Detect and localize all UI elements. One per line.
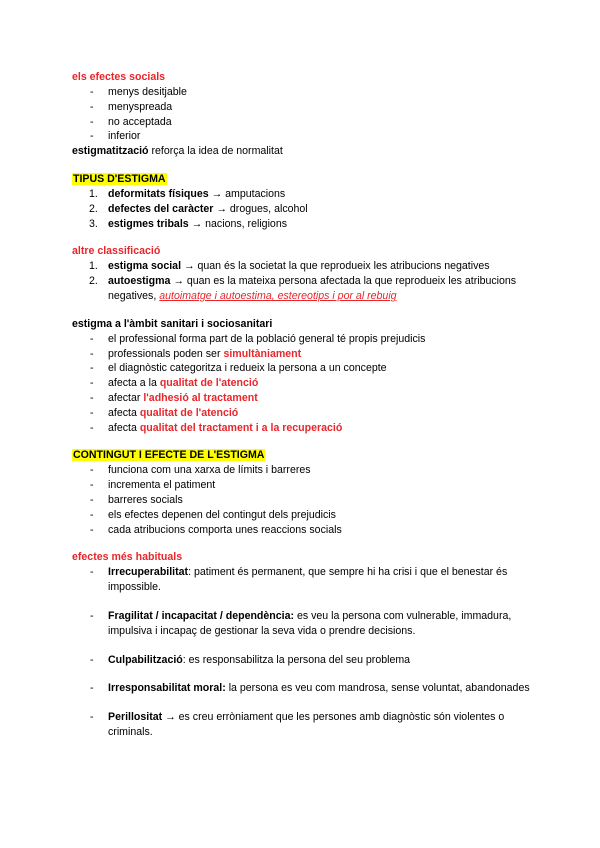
section-heading-stigma-types bbox=[72, 172, 542, 187]
item-red-underlined: autoimatge i autoestima, estereotips i por al rebuig bbox=[159, 289, 397, 302]
item-bold: autoestigma bbox=[108, 275, 171, 288]
list-item: - no acceptada bbox=[72, 115, 542, 130]
item-text: → quan és la societat la que reprodueix les atribucions negatives bbox=[181, 260, 490, 273]
list-item bbox=[72, 391, 542, 406]
item-bold: Culpabilització bbox=[108, 653, 183, 666]
list-item bbox=[72, 217, 542, 232]
list-item bbox=[72, 609, 542, 639]
item-bold: Fragilitat / incapacitat / dependència: bbox=[108, 609, 295, 622]
list-item bbox=[72, 259, 542, 274]
item-number: 2. bbox=[89, 275, 98, 288]
note-text: reforça la idea de normalitat bbox=[148, 145, 283, 158]
item-bold: estigmes tribals bbox=[108, 217, 189, 230]
item-bold: defectes del caràcter bbox=[108, 202, 214, 215]
list-item bbox=[72, 710, 542, 740]
list-item bbox=[72, 274, 542, 304]
item-text: → es creu erròniament que les persones amb diagnòstic són violentes o criminals. bbox=[108, 711, 505, 738]
list-item bbox=[72, 202, 542, 217]
list-item bbox=[72, 347, 542, 362]
item-red: qualitat del tractament i a la recuperació bbox=[139, 421, 343, 434]
list-item: - cada atribucions comporta unes reaccions socials bbox=[72, 523, 542, 538]
item-bold: Irrecuperabilitat bbox=[108, 566, 189, 579]
item-bold: Perillositat bbox=[108, 711, 163, 724]
document-page bbox=[72, 70, 542, 754]
item-bold: estigma social bbox=[108, 260, 182, 273]
list-item bbox=[72, 421, 542, 436]
item-text: afecta bbox=[108, 421, 140, 434]
item-number: 1. bbox=[89, 187, 98, 200]
note-bold: estigmatització bbox=[72, 145, 149, 158]
list-item: - inferior bbox=[72, 129, 542, 144]
item-text: afectar bbox=[108, 391, 144, 404]
highlighted-heading: CONTINGUT I EFECTE DE L'ESTIGMA bbox=[73, 449, 265, 462]
section-heading-social-effects: els efectes socials bbox=[72, 71, 166, 83]
list-item: - incrementa el patiment bbox=[72, 478, 542, 493]
item-text: → quan es la mateixa persona afectada la que reprodueix les atribucions negatives, bbox=[108, 275, 517, 302]
stigma-types-list bbox=[72, 187, 542, 231]
common-effects-list bbox=[72, 565, 542, 739]
list-item: - el diagnòstic categoritza i redueix la persona a un concepte bbox=[72, 361, 542, 376]
content-effect-list bbox=[72, 463, 542, 537]
list-item bbox=[72, 406, 542, 421]
section-heading-common-effects: efectes més habituals bbox=[72, 551, 183, 564]
other-classification-list bbox=[72, 259, 542, 303]
list-item bbox=[72, 681, 542, 696]
list-item: - menyspreada bbox=[72, 100, 542, 115]
item-red: l'adhesió al tractament bbox=[143, 391, 258, 404]
stigmatization-note bbox=[72, 144, 542, 159]
section-heading-other-classification: altre classificació bbox=[72, 245, 161, 258]
highlighted-heading: TIPUS D'ESTIGMA bbox=[73, 172, 166, 185]
item-text: → nacions, religions bbox=[188, 217, 288, 230]
item-red: qualitat de l'atenció bbox=[139, 406, 239, 419]
section-heading-content-effect bbox=[72, 448, 542, 463]
item-text: → amputacions bbox=[208, 187, 286, 200]
list-item: - el professional forma part de la població general té propis prejudicis bbox=[72, 332, 542, 347]
item-number: 2. bbox=[89, 202, 98, 215]
health-stigma-list bbox=[72, 332, 542, 436]
item-text: → drogues, alcohol bbox=[213, 202, 308, 215]
list-item bbox=[72, 187, 542, 202]
item-bold: Irresponsabilitat moral: bbox=[108, 682, 226, 695]
item-text: professionals poden ser bbox=[108, 347, 224, 360]
item-text: : patiment és permanent, que sempre hi ha crisi i que el benestar és impossible. bbox=[108, 566, 508, 594]
item-bold: deformitats físiques bbox=[108, 187, 209, 200]
item-text: la persona es veu com mandrosa, sense voluntat, abandonades bbox=[225, 682, 530, 695]
list-item bbox=[72, 653, 542, 668]
item-text: afecta a la bbox=[108, 377, 160, 390]
section-heading-health-stigma: estigma a l'àmbit sanitari i sociosanitari bbox=[72, 317, 273, 330]
list-item bbox=[72, 565, 542, 595]
list-item: - menys desitjable bbox=[72, 85, 542, 100]
list-item: - funciona com una xarxa de límits i barreres bbox=[72, 463, 542, 478]
list-item: - barreres socials bbox=[72, 493, 542, 508]
item-text: es veu la persona com vulnerable, immadura, impulsiva i incapaç de gestionar la seva vida o prendre decisions. bbox=[108, 609, 512, 637]
item-red: qualitat de l'atenció bbox=[159, 377, 259, 390]
item-red: simultàniament bbox=[223, 347, 302, 360]
item-text: afecta bbox=[108, 406, 140, 419]
item-text: : es responsabilitza la persona del seu problema bbox=[182, 653, 411, 666]
item-number: 3. bbox=[89, 217, 98, 230]
list-item: - els efectes depenen del contingut dels prejudicis bbox=[72, 508, 542, 523]
social-effects-list bbox=[72, 85, 542, 144]
item-number: 1. bbox=[89, 260, 98, 273]
list-item bbox=[72, 376, 542, 391]
